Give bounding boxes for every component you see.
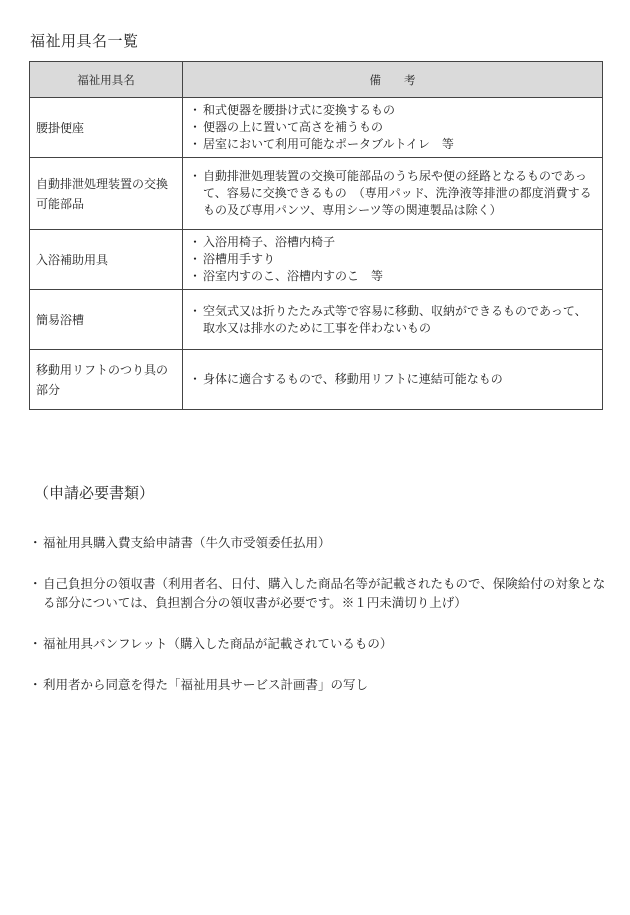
remarks-cell — [183, 158, 603, 230]
remark-item: ・ 居室において利用可能なポータブルトイレ 等 — [189, 136, 596, 153]
remark-item: ・ 浴室内すのこ、浴槽内すのこ 等 — [189, 268, 596, 285]
remark-item: ・ 入浴用椅子、浴槽内椅子 — [189, 234, 596, 251]
required-documents-title: （申請必要書類） — [34, 484, 155, 502]
required-documents-list — [29, 533, 609, 694]
equipment-name: 入浴補助用具 — [30, 230, 183, 290]
table-row — [30, 98, 603, 158]
header-remarks: 備 考 — [183, 62, 603, 98]
table-row — [30, 290, 603, 350]
remarks-cell — [183, 350, 603, 410]
remark-item: ・ 自動排泄処理装置の交換可能部品のうち尿や便の経路となるものであって、容易に交換できるもの （専用パッド、洗浄液等排泄の都度消費するもの及び専用パンツ、専用シーツ等の関連製品は除く） — [189, 168, 596, 219]
table-header-row — [30, 62, 603, 98]
remark-item: ・ 身体に適合するもので、移動用リフトに連結可能なもの — [189, 371, 596, 388]
table-row — [30, 230, 603, 290]
equipment-name: 腰掛便座 — [30, 98, 183, 158]
remark-item: ・ 空気式又は折りたたみ式等で容易に移動、収納ができるものであって、取水又は排水のために工事を伴わないもの — [189, 303, 596, 337]
equipment-name: 簡易浴槽 — [30, 290, 183, 350]
page-title: 福祉用具名一覧 — [30, 32, 139, 50]
header-equipment-name: 福祉用具名 — [30, 62, 183, 98]
list-item: ・ 利用者から同意を得た「福祉用具サービス計画書」の写し — [29, 675, 609, 694]
table-row — [30, 158, 603, 230]
list-item: ・ 自己負担分の領収書（利用者名、日付、購入した商品名等が記載されたもので、保険給付の対象となる部分については、負担割合分の領収書が必要です。※１円未満切り上げ） — [29, 574, 609, 612]
table-row — [30, 350, 603, 410]
remark-item: ・ 便器の上に置いて高さを補うもの — [189, 119, 596, 136]
equipment-name: 移動用リフトのつり具の部分 — [30, 350, 183, 410]
remark-item: ・ 和式便器を腰掛け式に変換するもの — [189, 102, 596, 119]
equipment-table — [29, 61, 603, 410]
remarks-cell — [183, 290, 603, 350]
remark-item: ・ 浴槽用手すり — [189, 251, 596, 268]
remarks-cell — [183, 98, 603, 158]
list-item: ・ 福祉用具購入費支給申請書（牛久市受領委任払用） — [29, 533, 609, 552]
list-item: ・ 福祉用具パンフレット（購入した商品が記載されているもの） — [29, 634, 609, 653]
equipment-name: 自動排泄処理装置の交換可能部品 — [30, 158, 183, 230]
remarks-cell — [183, 230, 603, 290]
